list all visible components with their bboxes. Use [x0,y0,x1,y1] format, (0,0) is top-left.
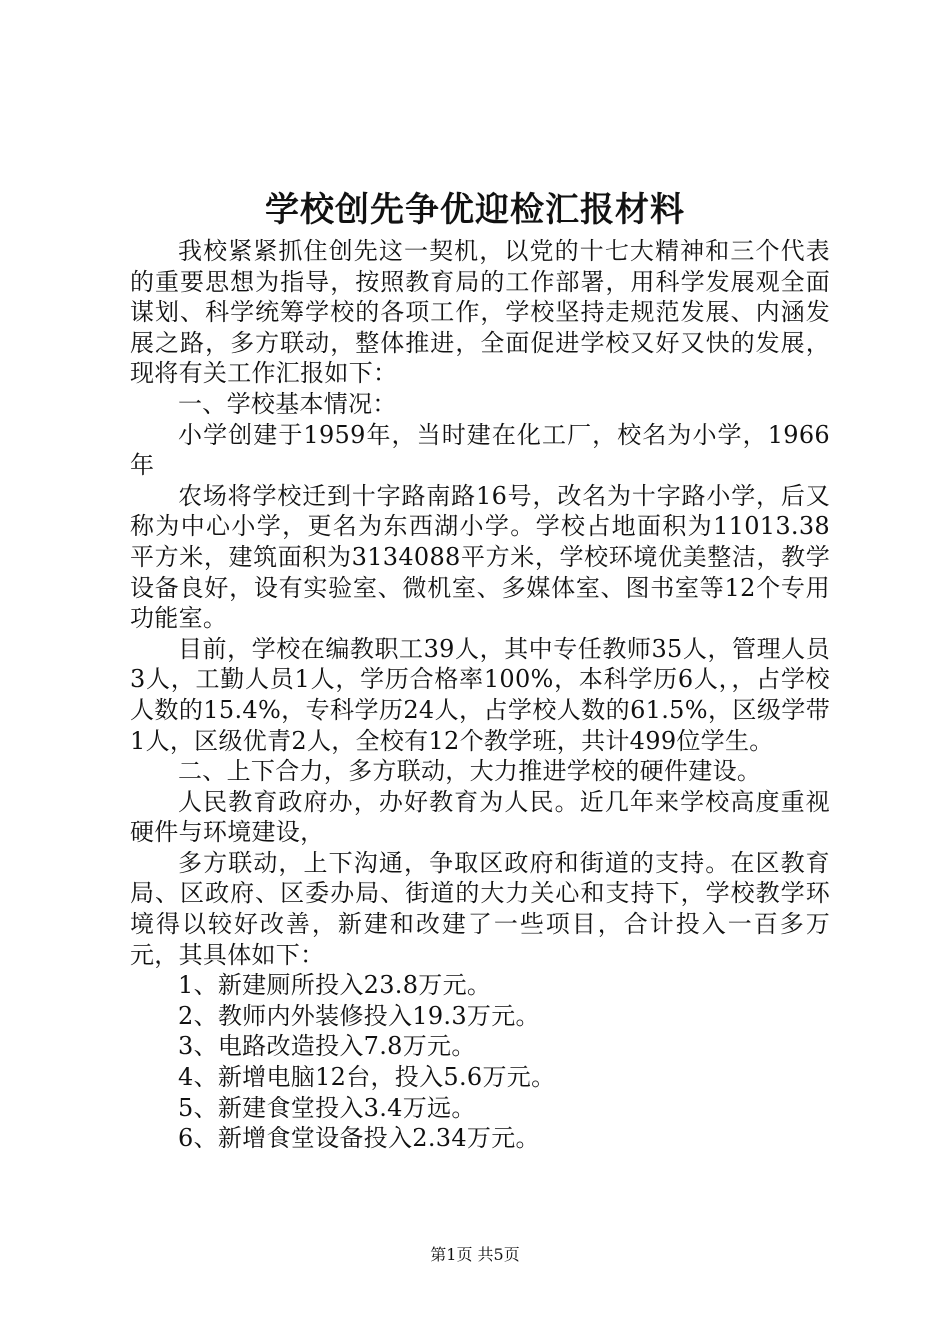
paragraph-intro: 我校紧紧抓住创先这一契机，以党的十七大精神和三个代表的重要思想为指导，按照教育局的工作部署，用科学发展观全面谋划、科学统筹学校的各项工作，学校坚持走规范发展、内涵发展之路，多方联动，整体推进，全面促进学校又好又快的发展，现将有关工作汇报如下： [130,237,830,388]
paragraph-education-motto: 人民教育政府办，办好教育为人民。近几年来学校高度重视硬件与环境建设， [130,787,830,847]
paragraph-founding: 小学创建于1959年，当时建在化工厂，校名为小学，1966年 [130,420,830,480]
paragraph-support: 多方联动，上下沟通，争取区政府和街道的支持。在区教育局、区政府、区委办局、街道的大力关心和支持下，学校教学环境得以较好改善，新建和改建了一些项目，合计投入一百多万元，其具体如下： [130,848,830,969]
document-title: 学校创先争优迎检汇报材料 [265,190,685,230]
section-heading-basic-info: 一、学校基本情况： [178,389,397,418]
paragraph-relocation: 农场将学校迁到十字路南路16号，改名为十字路小学，后又称为中心小学，更名为东西湖小学。学校占地面积为11013.38平方米，建筑面积为3134088平方米，学校环境优美整洁，教学设备良好，设有实验室、微机室、多媒体室、图书室等12个专用功能室。 [130,481,830,633]
list-item-investment-1: 1、新建厕所投入23.8万元。 [178,971,492,1000]
page-footer: 第1页 共5页 [430,1245,520,1264]
list-item-investment-6: 6、新增食堂设备投入2.34万元。 [178,1124,540,1153]
paragraph-staff: 目前，学校在编教职工39人，其中专任教师35人，管理人员3人，工勤人员1人，学历合格率100%，本科学历6人，，占学校人数的15.4%，专科学历24人，占学校人数的61.5%，区级学带1人，区级优青2人，全校有12个教学班，共计499位学生。 [130,634,830,755]
document-body [130,236,830,1154]
list-item-investment-4: 4、新增电脑12台，投入5.6万元。 [178,1063,556,1092]
list-item-investment-3: 3、电路改造投入7.8万元。 [178,1032,476,1061]
list-item-investment-5: 5、新建食堂投入3.4万远。 [178,1093,476,1122]
section-heading-hardware: 二、上下合力，多方联动，大力推进学校的硬件建设。 [178,757,762,786]
list-item-investment-2: 2、教师内外装修投入19.3万元。 [178,1001,540,1030]
